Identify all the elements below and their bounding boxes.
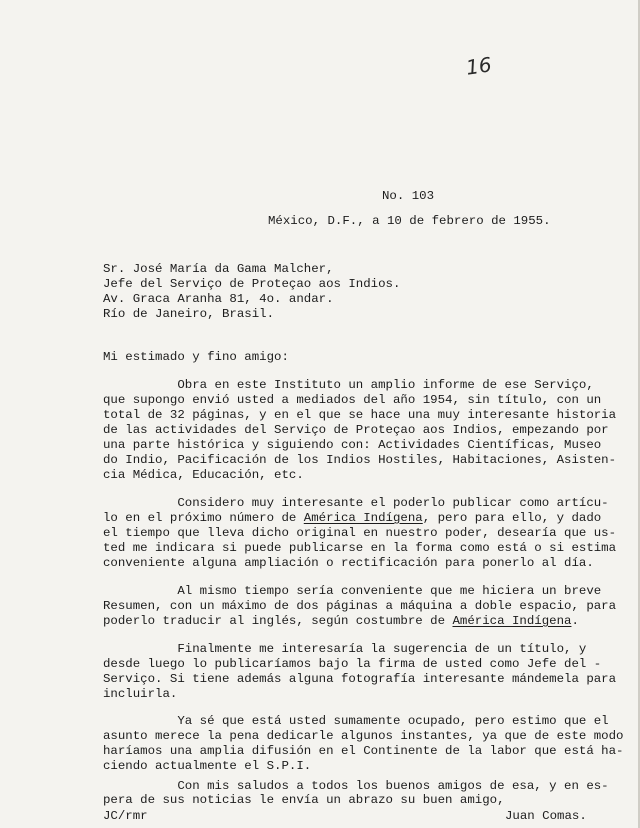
paragraph-line: Finalmente me interesaría la sugerencia de un título, y	[103, 642, 587, 656]
paragraph-text: , pero para ello, y dado	[422, 511, 602, 525]
paragraph-line: que supongo envió usted a mediados del año 1954, sin título, con un	[103, 393, 602, 407]
paragraph-line: cia Médica, Educación, etc.	[103, 468, 304, 482]
paragraph-line: do Indio, Pacificación de los Indios Hostiles, Habitaciones, Asisten-	[103, 453, 617, 467]
paragraph-line: Obra en este Instituto un amplio informe de ese Serviço,	[103, 378, 594, 392]
paragraph-line: Con mis saludos a todos los buenos amigos de esa, y en es-	[103, 779, 609, 793]
paragraph-line: pera de sus noticias le envía un abrazo su buen amigo,	[103, 793, 505, 807]
paragraph-line: Resumen, con un máximo de dos páginas a máquina a doble espacio, para	[103, 599, 617, 613]
paragraph-line: una parte histórica y siguiendo con: Actividades Científicas, Museo	[103, 438, 602, 452]
journal-title: América Indígena	[452, 614, 572, 628]
paragraph-line: asunto merece la pena dedicarle algunos instantes, ya que de este modo	[103, 729, 624, 743]
letter-number: No. 103	[382, 189, 435, 203]
paragraph-line: incluirla.	[103, 687, 178, 701]
paragraph-line: haríamos una amplia difusión en el Continente de la labor que está ha-	[103, 744, 624, 758]
paragraph-line: ted me indicara si puede publicarse en la forma como está o si estima	[103, 541, 617, 555]
place-date: México, D.F., a 10 de febrero de 1955.	[268, 214, 551, 228]
paragraph-line	[103, 614, 579, 629]
paragraph-line: Serviço. Si tiene además alguna fotografía interesante mándemela para	[103, 672, 617, 686]
typist-initials: JC/rmr	[103, 809, 148, 823]
signature-name: Juan Comas.	[505, 809, 587, 823]
paragraph-line	[103, 511, 601, 526]
paragraph-line: Ya sé que está usted sumamente ocupado, pero estimo que el	[103, 714, 609, 728]
paragraph-text: .	[571, 614, 579, 628]
recipient-name: Sr. José María da Gama Malcher,	[103, 262, 334, 276]
salutation: Mi estimado y fino amigo:	[103, 350, 289, 364]
paragraph-line: desde luego lo publicaríamos bajo la firma de usted como Jefe del -	[103, 657, 602, 671]
paragraph-line: el tiempo que lleva dicho original en nuestro poder, desearía que us-	[103, 526, 617, 540]
recipient-street: Av. Graca Aranha 81, 4o. andar.	[103, 292, 334, 306]
paragraph-line: Al mismo tiempo sería conveniente que me hiciera un breve	[103, 584, 602, 598]
paragraph-line: total de 32 páginas, y en el que se hace una muy interesante historia	[103, 408, 617, 422]
recipient-city: Río de Janeiro, Brasil.	[103, 307, 275, 321]
recipient-title: Jefe del Serviço de Proteçao aos Indios.	[103, 277, 401, 291]
page-mark: 16	[464, 52, 493, 80]
paragraph-text: poderlo traducir al inglés, según costumbre de	[103, 614, 453, 628]
journal-title: América Indígena	[303, 511, 423, 525]
paragraph-line: Considero muy interesante el poderlo publicar como artícu-	[103, 496, 609, 510]
paragraph-text: lo en el próximo número de	[103, 511, 304, 525]
paragraph-line: conveniente alguna ampliación o rectificación para ponerlo al día.	[103, 556, 594, 570]
paragraph-line: de las actividades del Serviço de Proteçao aos Indios, empezando por	[103, 423, 609, 437]
paragraph-line: ciendo actualmente el S.P.I.	[103, 759, 312, 773]
